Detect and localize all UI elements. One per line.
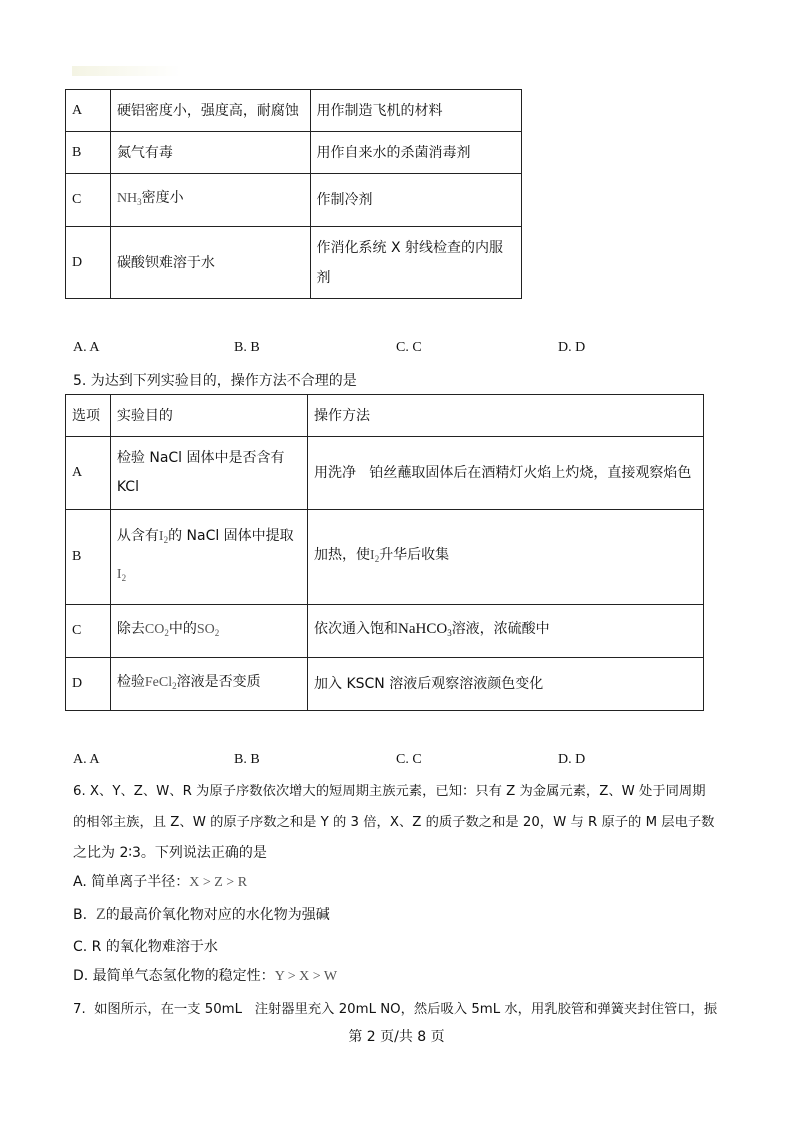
option-cell: C bbox=[66, 605, 111, 658]
formula: Y > X > W bbox=[274, 969, 338, 984]
q6-option-b: B. Z的最高价氧化物对应的水化物为强碱 bbox=[73, 906, 330, 923]
formula: NaHCO$_3$ bbox=[398, 621, 452, 638]
option-cell: C bbox=[66, 174, 111, 227]
formula: $CO_2$ bbox=[144, 622, 169, 638]
formula: FeCl$_2$ bbox=[144, 675, 177, 691]
q5-stem: 5. 为达到下列实验目的，操作方法不合理的是 bbox=[73, 373, 357, 389]
property-cell: 氮气有毒 bbox=[110, 132, 310, 174]
q6-option-a: A. 简单离子半径：X > Z > R bbox=[73, 874, 248, 890]
table-row bbox=[66, 437, 704, 510]
q6-stem-line1: 6. X、Y、Z、W、R 为原子序数依次增大的短周期主族元素，已知：只有 Z 为金属元素，Z、W 处于同周期 bbox=[73, 784, 706, 799]
goal-cell: 除去$CO_2$中的$SO_2$ bbox=[110, 605, 307, 658]
formula: $SO_2$ bbox=[196, 622, 220, 638]
option-cell: A bbox=[66, 90, 111, 132]
use-cell: 作制冷剂 bbox=[310, 174, 522, 227]
method-cell: 依次通入饱和NaHCO$_3$溶液，浓硫酸中 bbox=[308, 605, 704, 658]
q7-stem-line1: 7. 如图所示，在一支 50mL 注射器里充入 20mL NO，然后吸入 5mL 水，用乳胶管和弹簧夹封住管口，振 bbox=[73, 1002, 718, 1017]
page-footer: 第 2 页/共 8 页 bbox=[348, 1029, 445, 1045]
table-row bbox=[66, 658, 704, 711]
option-c: C. C bbox=[396, 340, 422, 355]
option-b: B. B bbox=[234, 752, 260, 767]
property-cell: $NH_3$密度小 bbox=[110, 174, 310, 227]
use-cell: 用作自来水的杀菌消毒剂 bbox=[310, 132, 522, 174]
q4-table bbox=[65, 89, 522, 299]
table-header-row bbox=[66, 395, 704, 437]
option-b: B. B bbox=[234, 340, 260, 355]
method-cell: 加入 KSCN 溶液后观察溶液颜色变化 bbox=[308, 658, 704, 711]
option-cell: B bbox=[66, 132, 111, 174]
goal-cell: 从含有$I_2$的 NaCl 固体中提取 $I_2$ bbox=[110, 510, 307, 605]
header-goal: 实验目的 bbox=[110, 395, 307, 437]
option-d: D. D bbox=[558, 752, 586, 767]
q6-stem-line2: 的相邻主族，且 Z、W 的原子序数之和是 Y 的 3 倍，X、Z 的质子数之和是 20，W 与 R 原子的 M 层电子数 bbox=[73, 815, 715, 830]
table-row bbox=[66, 90, 522, 132]
scan-artifact bbox=[72, 66, 182, 76]
q5-options bbox=[73, 752, 773, 772]
table-row bbox=[66, 132, 522, 174]
goal-cell: 检验FeCl$_2$溶液是否变质 bbox=[110, 658, 307, 711]
property-cell: 硬铝密度小，强度高，耐腐蚀 bbox=[110, 90, 310, 132]
option-d: D. D bbox=[558, 340, 586, 355]
q6-option-c: C. R 的氧化物难溶于水 bbox=[73, 939, 218, 955]
option-a: A. A bbox=[73, 340, 100, 355]
option-a: A. A bbox=[73, 752, 100, 767]
q5-table bbox=[65, 394, 704, 711]
option-c: C. C bbox=[396, 752, 422, 767]
table-row bbox=[66, 227, 522, 299]
header-method: 操作方法 bbox=[308, 395, 704, 437]
option-cell: A bbox=[66, 437, 111, 510]
property-cell: 碳酸钡难溶于水 bbox=[110, 227, 310, 299]
q6-stem-line3: 之比为 2∶3。下列说法正确的是 bbox=[73, 845, 267, 861]
use-cell: 用作制造飞机的材料 bbox=[310, 90, 522, 132]
table-row bbox=[66, 605, 704, 658]
formula: Z bbox=[95, 906, 106, 923]
use-cell: 作消化系统 X 射线检查的内服 剂 bbox=[310, 227, 522, 299]
header-option: 选项 bbox=[66, 395, 111, 437]
formula: $I_2$ bbox=[116, 567, 127, 583]
table-row bbox=[66, 510, 704, 605]
option-cell: D bbox=[66, 227, 111, 299]
q6-option-d: D. 最简单气态氢化物的稳定性：Y > X > W bbox=[73, 968, 338, 984]
goal-cell: 检验 NaCl 固体中是否含有 KCl bbox=[110, 437, 307, 510]
option-cell: D bbox=[66, 658, 111, 711]
method-cell: 用洗净 铂丝蘸取固体后在酒精灯火焰上灼烧，直接观察焰色 bbox=[308, 437, 704, 510]
q4-options bbox=[73, 340, 773, 360]
formula: X > Z > R bbox=[189, 875, 248, 890]
method-cell: 加热，使$I_2$升华后收集 bbox=[308, 510, 704, 605]
formula: $I_2$ bbox=[370, 548, 380, 564]
table-row bbox=[66, 174, 522, 227]
formula: $I_2$ bbox=[158, 529, 169, 545]
option-cell: B bbox=[66, 510, 111, 605]
formula: $NH_3$ bbox=[116, 191, 142, 207]
